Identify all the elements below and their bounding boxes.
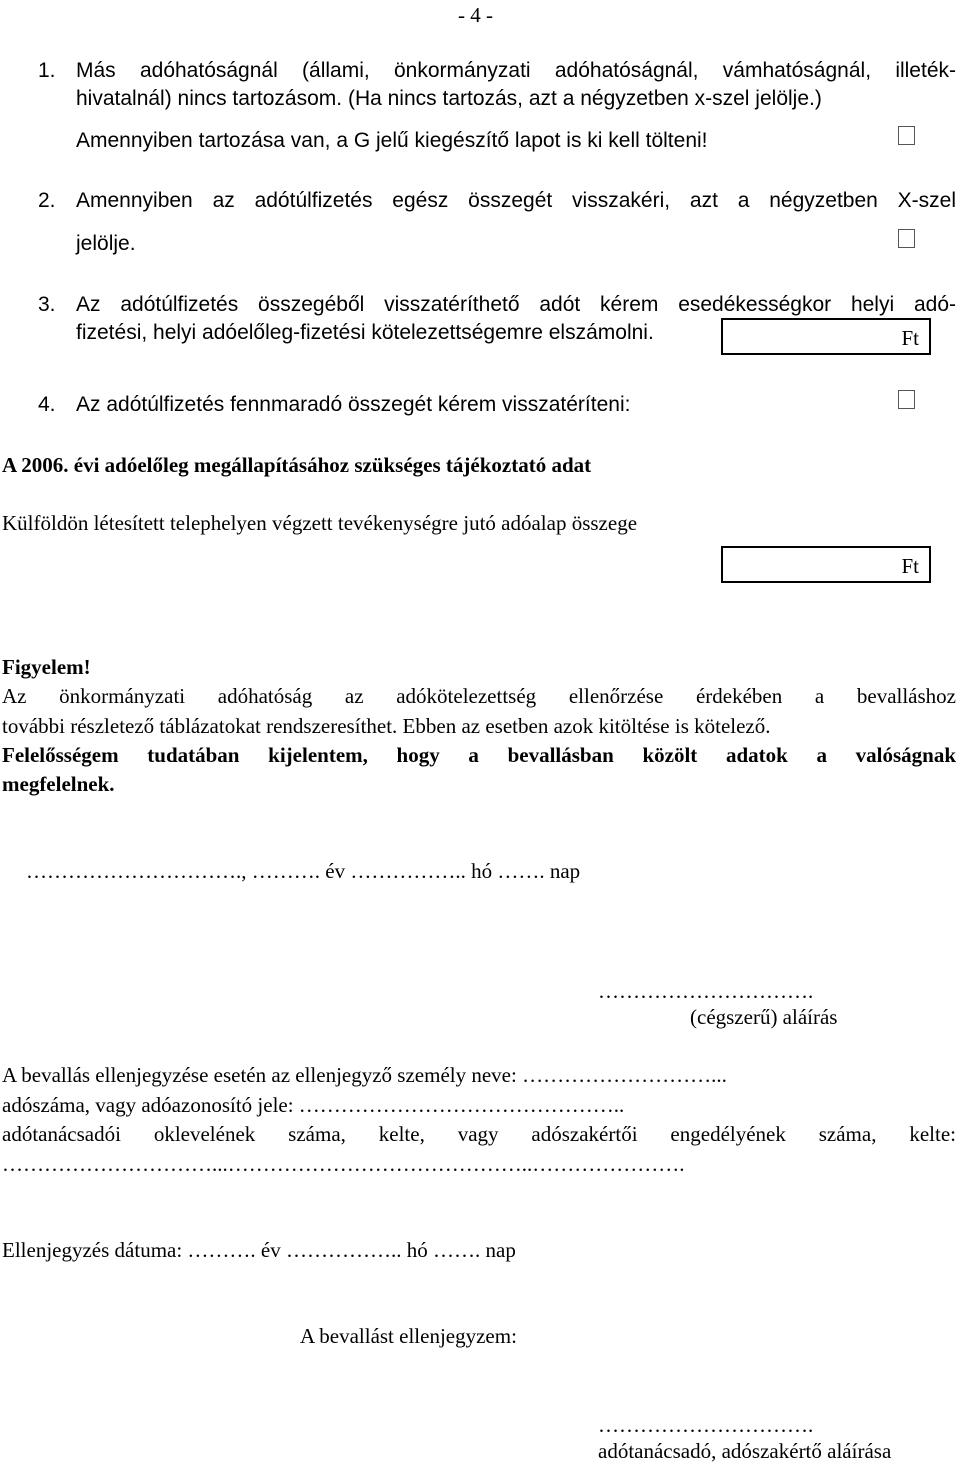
item-2-line1: Amennyiben az adótúlfizetés egész összegét visszakéri, azt a négyzetben X-szel <box>76 189 956 212</box>
countersign-sign-dots[interactable]: …………………………. <box>598 1413 814 1437</box>
item-1-number: 1. <box>38 59 56 82</box>
notice-line1: Az önkormányzati adóhatóság az adókötelezettség ellenőrzése érdekében a bevalláshoz <box>2 684 956 708</box>
signature-label: (cégszerű) aláírás <box>690 1005 838 1029</box>
item-4-number: 4. <box>38 393 56 416</box>
notice-title: Figyelem! <box>2 655 91 679</box>
countersign-statement: A bevallást ellenjegyzem: <box>300 1324 517 1348</box>
countersign-name-line[interactable]: A bevallás ellenjegyzése esetén az ellenjegyző személy neve: ………………………... <box>2 1063 727 1087</box>
advance-text: Külföldön létesített telephelyen végzett tevékenységre jutó adóalap összege <box>2 511 638 535</box>
item-3-line2: fizetési, helyi adóelőleg-fizetési kötelezettségemre elszámolni. <box>76 321 654 344</box>
countersign-date-line[interactable]: Ellenjegyzés dátuma: ………. év …………….. hó ……. nap <box>2 1238 516 1262</box>
countersign-sign-label: adótanácsadó, adószakértő aláírása <box>598 1439 892 1463</box>
declaration-line2: megfelelnek. <box>2 772 115 796</box>
item-4-line1: Az adótúlfizetés fennmaradó összegét kérem visszatéríteni: <box>76 393 631 416</box>
item-3-unit: Ft <box>901 326 919 350</box>
advance-heading: A 2006. évi adóelőleg megállapításához szükséges tájékoztató adat <box>2 453 592 477</box>
countersign-tax-id-line[interactable]: adószáma, vagy adóazonosító jele: ……………………………………….. <box>2 1093 625 1117</box>
item-2-checkbox[interactable] <box>898 229 915 248</box>
countersign-license-dots[interactable]: …………………………...……………………………………..…………………. <box>2 1152 685 1176</box>
item-3-line1: Az adótúlfizetés összegéből visszatéríthető adót kérem esedékességkor helyi adó- <box>76 293 956 316</box>
advance-amount-field[interactable] <box>721 546 931 583</box>
item-3-number: 3. <box>38 293 56 316</box>
item-1-checkbox[interactable] <box>898 126 915 145</box>
advance-unit: Ft <box>901 554 919 578</box>
item-1-line1: Más adóhatóságnál (állami, önkormányzati adóhatóságnál, vámhatóságnál, illeték- <box>76 59 956 82</box>
page-number: - 4 - <box>458 3 493 27</box>
item-3-amount-field[interactable] <box>721 318 931 355</box>
date-line[interactable]: …………………………., ………. év …………….. hó ……. nap <box>26 859 581 883</box>
item-2-number: 2. <box>38 189 56 212</box>
item-1-line2: hivatalnál) nincs tartozásom. (Ha nincs tartozás, azt a négyzetben x-szel jelölje.) <box>76 87 822 110</box>
notice-line2: további részletező táblázatokat rendszeresíthet. Ebben az esetben azok kitöltése is kötelező. <box>2 714 771 738</box>
item-2-line2: jelölje. <box>76 232 136 255</box>
countersign-license-line: adótanácsadói oklevelének száma, kelte, vagy adószakértői engedélyének száma, kelte: <box>2 1122 956 1146</box>
item-1-line3: Amennyiben tartozása van, a G jelű kiegészítő lapot is ki kell tölteni! <box>76 129 708 152</box>
item-4-checkbox[interactable] <box>898 390 915 409</box>
signature-dots[interactable]: …………………………. <box>598 979 814 1003</box>
declaration-line1: Felelősségem tudatában kijelentem, hogy a bevallásban közölt adatok a valóságnak <box>2 743 956 767</box>
